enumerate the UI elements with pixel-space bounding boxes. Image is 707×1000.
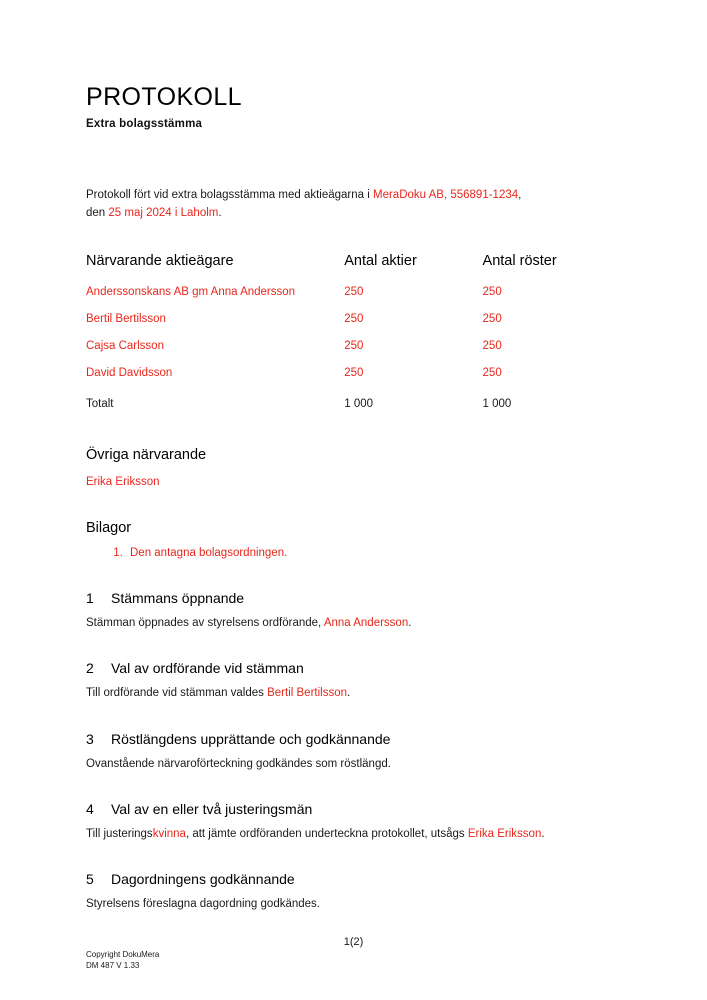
intro-text-2: , den: [86, 189, 522, 219]
section-4-text-end: .: [541, 827, 545, 840]
page-subtitle: Extra bolagsstämma: [86, 118, 203, 130]
section-4-body: [86, 826, 621, 843]
page-title: PROTOKOLL: [86, 83, 242, 111]
section-4-highlight-2: Erika Eriksson: [467, 827, 542, 840]
table-total-row: [86, 386, 621, 417]
section-4-heading: [86, 801, 621, 817]
section-4-highlight: kvinna: [152, 827, 186, 840]
section-5-number: 5: [86, 871, 94, 888]
intro-text-1: Protokoll fört vid extra bolagsstämma med aktieägarna i: [86, 189, 373, 201]
section-3: [86, 731, 621, 773]
section-2-highlight: Bertil Bertilsson: [267, 687, 347, 700]
section-2: [86, 660, 621, 702]
section-3-heading: [86, 731, 621, 747]
cell-shares: 250: [344, 285, 364, 298]
cell-votes: 250: [482, 339, 502, 352]
section-1-title: Stämmans öppnande: [111, 590, 245, 607]
section-3-body: [86, 756, 621, 773]
section-5-heading: [86, 871, 621, 887]
intro-paragraph: [86, 187, 532, 223]
section-2-text-end: .: [347, 687, 351, 700]
section-3-number: 3: [86, 730, 94, 747]
cell-total-shares: 1 000: [344, 397, 374, 410]
attachments-heading: Bilagor: [86, 519, 132, 536]
attendees-table: [86, 253, 621, 417]
section-2-text: Till ordförande vid stämman valdes: [86, 687, 268, 700]
table-row: [86, 332, 621, 359]
section-3-title: Röstlängdens upprättande och godkännande: [111, 730, 391, 747]
column-header-name: Närvarande aktieägare: [86, 252, 234, 269]
section-1-body: [86, 615, 621, 632]
table-row: [86, 305, 621, 332]
intro-company: MeraDoku AB, 556891-1234: [373, 189, 519, 201]
section-4-title: Val av en eller två justeringsmän: [111, 800, 313, 817]
section-5: [86, 871, 621, 913]
section-4-text: Till justerings: [86, 827, 153, 840]
list-item: 1. Den antagna bolagsordningen.: [126, 545, 621, 562]
cell-total-votes: 1 000: [482, 397, 512, 410]
cell-shares: 250: [344, 339, 364, 352]
section-4-text-mid: , att jämte ordföranden underteckna protokollet, utsågs: [185, 827, 468, 840]
section-5-title: Dagordningens godkännande: [111, 871, 295, 888]
page-number: 1(2): [343, 936, 364, 948]
intro-text-3: .: [218, 206, 222, 219]
section-2-number: 2: [86, 660, 94, 677]
section-4: [86, 801, 621, 843]
section-1-text: Stämman öppnades av styrelsens ordförande,: [86, 617, 324, 630]
section-1-number: 1: [86, 590, 94, 607]
cell-name: Bertil Bertilsson: [86, 312, 166, 325]
section-1-heading: [86, 590, 621, 606]
cell-votes: 250: [482, 285, 502, 298]
section-1-highlight: Anna Andersson: [323, 617, 409, 630]
section-1-text-end: .: [408, 617, 412, 630]
section-4-number: 4: [86, 800, 94, 817]
section-2-heading: [86, 660, 621, 676]
table-row: [86, 278, 621, 305]
cell-shares: 250: [344, 366, 364, 379]
cell-total-label: Totalt: [86, 397, 114, 410]
section-5-body: [86, 896, 621, 913]
others-present-name: Erika Eriksson: [86, 475, 160, 488]
others-present-heading: Övriga närvarande: [86, 446, 207, 463]
cell-name: Anderssonskans AB gm Anna Andersson: [86, 285, 296, 298]
section-3-text: Ovanstående närvaroförteckning godkändes som röstlängd.: [86, 757, 391, 770]
section-5-text: Styrelsens föreslagna dagordning godkändes.: [86, 898, 320, 911]
cell-shares: 250: [344, 312, 364, 325]
cell-name: Cajsa Carlsson: [86, 339, 164, 352]
column-header-shares: Antal aktier: [344, 252, 417, 269]
section-2-title: Val av ordförande vid stämman: [111, 660, 304, 677]
cell-name: David Davidsson: [86, 366, 173, 379]
cell-votes: 250: [482, 312, 502, 325]
section-1: [86, 590, 621, 632]
table-header-row: [86, 253, 621, 278]
footer: [86, 949, 621, 972]
column-header-votes: Antal röster: [482, 252, 557, 269]
cell-votes: 250: [482, 366, 502, 379]
footer-version: DM 487 V 1.33: [86, 961, 140, 971]
section-2-body: [86, 685, 621, 702]
table-row: [86, 359, 621, 386]
intro-date: 25 maj 2024 i Laholm: [108, 206, 219, 219]
attachments-list: [86, 545, 621, 562]
footer-copyright: Copyright DokuMera: [86, 949, 160, 959]
